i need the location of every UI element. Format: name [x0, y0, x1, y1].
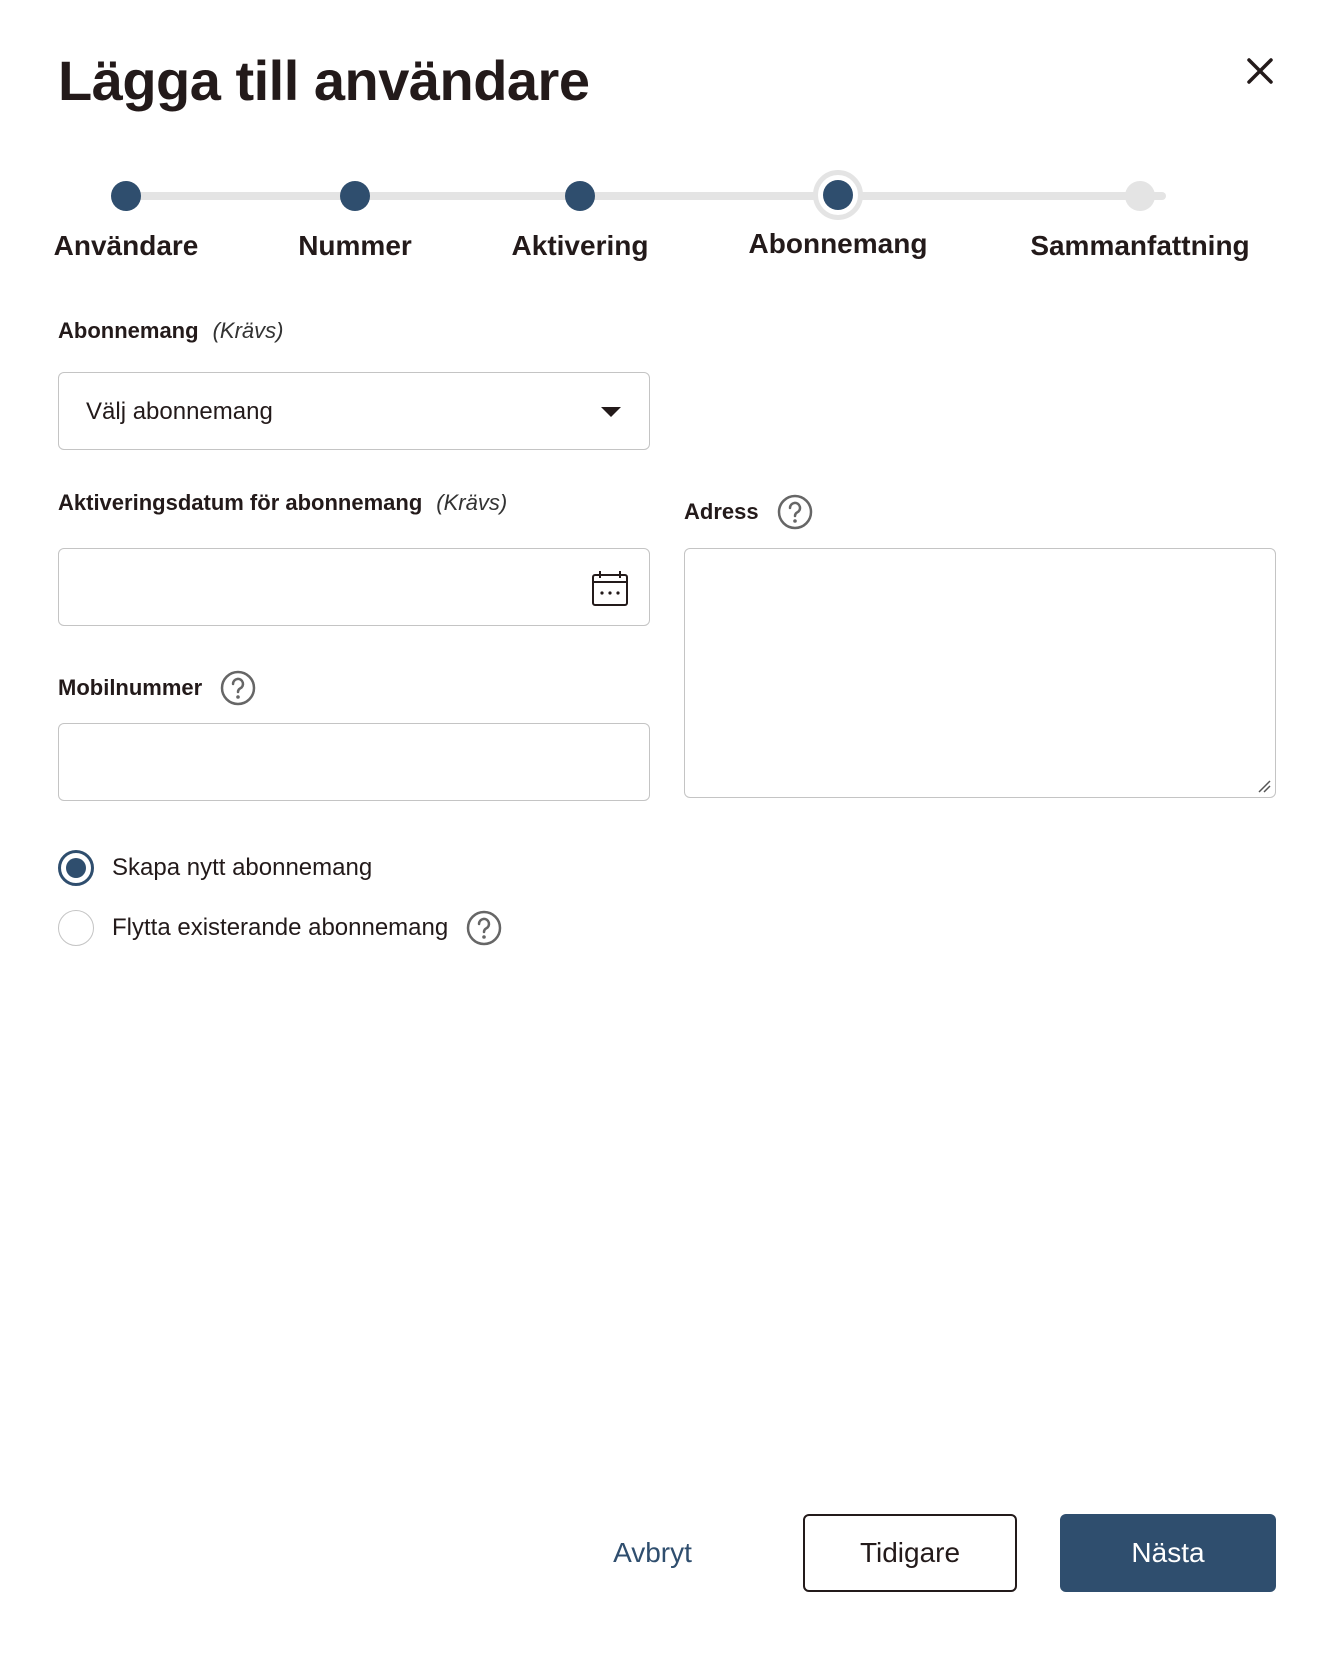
mobile-label: [58, 670, 256, 706]
step-dot: [340, 181, 370, 211]
caret-down-icon: [601, 407, 621, 417]
radio-button-checked[interactable]: [58, 850, 94, 886]
activation-date-label-text: Aktiveringsdatum för abonnemang: [58, 490, 423, 515]
step-label: Sammanfattning: [1030, 230, 1250, 261]
radio-label: Skapa nytt abonnemang: [112, 854, 373, 881]
step-abonnemang: [728, 170, 948, 260]
step-label: Abonnemang: [748, 228, 928, 259]
dialog-title: Lägga till användare: [58, 49, 590, 112]
radio-button[interactable]: [58, 910, 94, 946]
help-icon[interactable]: [777, 494, 813, 530]
next-button[interactable]: Nästa: [1060, 1514, 1276, 1592]
cancel-button[interactable]: Avbryt: [613, 1537, 692, 1568]
close-icon: [1244, 55, 1276, 87]
step-dot-future: [1125, 181, 1155, 211]
radio-move-existing-subscription[interactable]: [58, 910, 502, 946]
resize-handle-icon[interactable]: [1257, 779, 1271, 793]
step-dot: [111, 181, 141, 211]
step-label: Nummer: [298, 230, 412, 261]
step-label: Användare: [53, 230, 199, 261]
radio-label: Flytta existerande abonnemang: [112, 914, 449, 941]
step-dot-current: [823, 180, 853, 210]
previous-button[interactable]: Tidigare: [803, 1514, 1017, 1592]
calendar-icon[interactable]: [591, 569, 629, 607]
mobile-number-input[interactable]: [58, 723, 650, 801]
activation-date-label: [58, 490, 507, 516]
help-icon[interactable]: [466, 910, 502, 946]
close-button[interactable]: [1244, 55, 1276, 87]
required-hint: (Krävs): [436, 490, 508, 515]
subscription-select-value: Välj abonnemang: [86, 398, 273, 425]
step-label: Aktivering: [511, 230, 649, 261]
required-hint: (Krävs): [212, 318, 284, 343]
radio-create-new-subscription[interactable]: [58, 850, 372, 886]
help-icon[interactable]: [220, 670, 256, 706]
address-textarea[interactable]: [684, 548, 1276, 798]
mobile-label-text: Mobilnummer: [58, 675, 203, 700]
step-sammanfattning: [1030, 170, 1250, 262]
progress-stepper: [0, 170, 1318, 280]
activation-date-input[interactable]: [58, 548, 650, 626]
subscription-select[interactable]: [58, 372, 650, 450]
address-label-text: Adress: [684, 499, 759, 524]
step-aktivering: [470, 170, 690, 262]
subscription-label: [58, 318, 283, 344]
address-label: [684, 494, 813, 530]
step-nummer: [245, 170, 465, 262]
step-dot: [565, 181, 595, 211]
step-anvandare: [16, 170, 236, 262]
subscription-label-text: Abonnemang: [58, 318, 199, 343]
